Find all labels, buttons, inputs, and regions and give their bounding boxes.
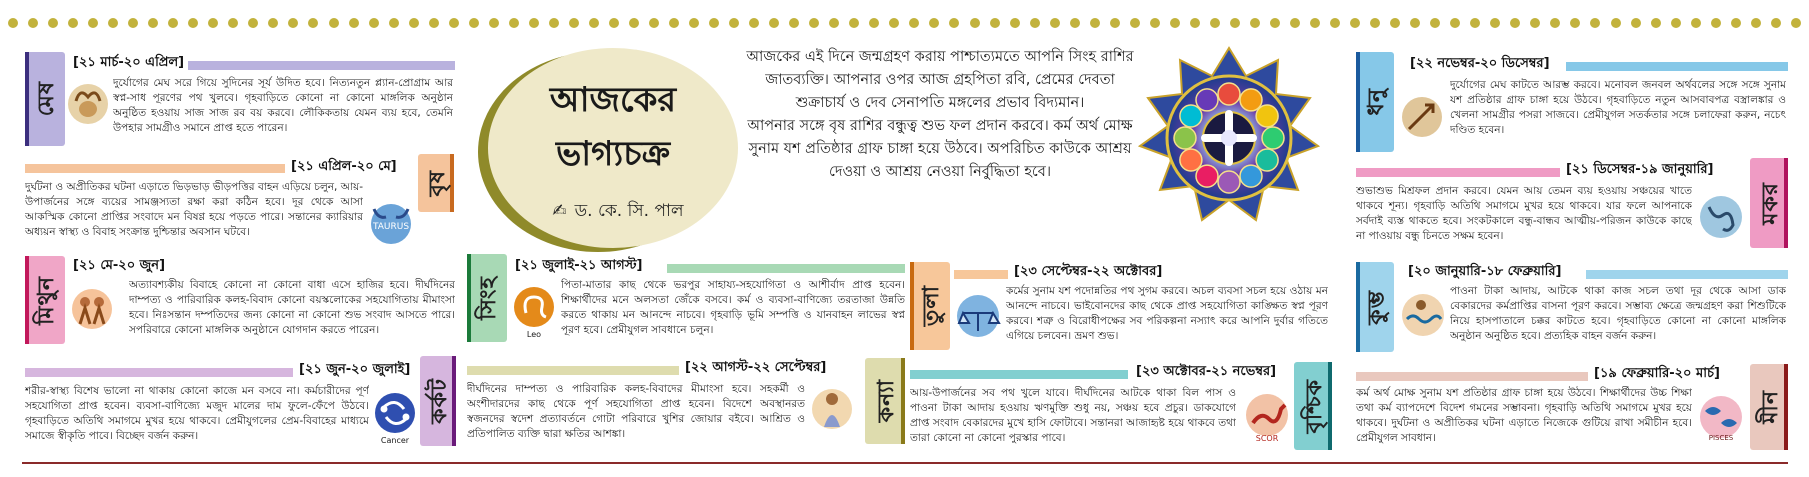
libra-icon xyxy=(952,290,1004,342)
wheel-sign-medallion xyxy=(1196,165,1218,187)
sign-color-bar xyxy=(25,368,293,377)
border-dot xyxy=(1030,18,1040,28)
intro-para-2: আপনার সঙ্গে বৃষ রাশির বন্ধুত্ব শুভ ফল প্রদান করবে। কর্ম অর্থ মোক্ষ সুনাম যশ প্রতিষ্ঠার গ্রাফ চাঙ্গা হয়ে উঠবে। অপরিচিত কাউকে আশ্রয় দেওয়া ও আশ্রয় নেওয়া নির্বুদ্ধিতা হবে। xyxy=(747,118,1133,180)
border-dot xyxy=(1430,18,1440,28)
pisces-icon xyxy=(1694,390,1748,444)
sign-tab xyxy=(865,358,905,444)
sign-description: আয়-উপার্জনের সব পথ খুলে যাবে। দীর্ঘদিনের আটকে থাকা বিল পাস ও পাওনা টাকা আদায় হওয়ায় ঋণমুক্তি শুধু নয়, সঞ্চয় হবে প্রচুর। ডাকযোগে প্রাপ্ত সংবাদ বেকারদের মুখে হাসি ফোটাবে। সন্তানরা আজাহৃষ্ট হয়ে থাকবে তথা তারা কোনো না কোনো পুরস্কার পাবে। xyxy=(910,387,1236,444)
sign-description: শুভাশুভ মিশ্রফল প্রদান করবে। যেমন আয় তেমন ব্যয় হওয়ায় সঞ্চয়ের খাতে থাকবে শূন্য। গৃহবাড়ি অতিথি সমাগমে মুখর হয়ে থাকবে। যার ফলে আপনাকে সর্বদাই ব্যস্ত থাকতে হবে। সংকটকালে বন্ধু-বান্ধব আত্মীয়-পরিজন কাউকে কাছে না পাওয়ায় বন্ধু চিনতে সক্ষম হবেন। xyxy=(1356,185,1692,242)
sign-name: মিথুন xyxy=(32,275,59,325)
border-dot xyxy=(1711,18,1721,28)
border-dot xyxy=(1631,18,1641,28)
wheel-sign-medallion xyxy=(1218,171,1240,193)
border-dot xyxy=(1470,18,1480,28)
taurus-icon xyxy=(365,196,417,248)
wheel-sign-medallion xyxy=(1262,127,1284,149)
leo-icon xyxy=(511,282,557,340)
border-dot xyxy=(1330,18,1340,28)
sign-description: দুর্যোগের মেঘ কাটতে আরম্ভ করবে। মনোবল জনবল অর্থবলের সঙ্গে সঙ্গে সুনাম যশ প্রতিষ্ঠার গ্রাফ চাঙ্গা হয়ে উঠবে। গৃহবাড়িতে নতুন আসবাবপত্র বস্ত্রালঙ্কার ও খেলনা সামগ্রীর পসরা সাজবে। প্রেমীযুগল সতর্কতার সঙ্গে চলাফেরা করুন, নচেৎ দণ্ডিত হবেন। xyxy=(1450,79,1786,136)
sign-color-bar xyxy=(1356,372,1588,381)
border-dot xyxy=(469,18,479,28)
sign-color-bar xyxy=(910,370,1128,379)
border-dot xyxy=(1691,18,1701,28)
border-dot xyxy=(1190,18,1200,28)
sign-description: অত্যাবশ্যকীয় বিবাহে কোনো না কোনো বাধা এসে হাজির হবে। দীর্ঘদিনের দাম্পত্য ও পারিবারিক কলহ-বিবাদ কোনো বয়স্কলোকের সহযোগিতায় মীমাংসা হবে। নিঃসন্তান দম্পতিদের জন্য কোনো না কোনো শুভ সংবাদ আসতে পারে। সপরিবারে কোনো মাঙ্গলিক অনুষ্ঠানে যোগদান করতে পারেন। xyxy=(129,279,455,336)
sign-tab xyxy=(420,356,456,446)
border-dot xyxy=(1751,18,1761,28)
border-dot xyxy=(1530,18,1540,28)
border-dot xyxy=(228,18,238,28)
sign-date: [২৩ সেপ্টেম্বর-২২ অক্টোবর] xyxy=(1010,262,1166,283)
border-dot xyxy=(1651,18,1661,28)
sign-date: [২১ মার্চ-২০ এপ্রিল] xyxy=(69,53,188,74)
sign-color-bar xyxy=(1586,270,1788,279)
border-dot xyxy=(88,18,98,28)
sign-block-capricorn xyxy=(1356,158,1788,258)
border-dot xyxy=(509,18,519,28)
border-dot xyxy=(1490,18,1500,28)
sign-color-bar xyxy=(667,264,905,273)
sign-color-bar xyxy=(467,366,679,375)
bottom-rule xyxy=(22,462,1788,464)
sign-date: [২১ মে-২০ জুন] xyxy=(69,256,169,277)
sign-block-gemini xyxy=(25,256,455,352)
border-dot xyxy=(1370,18,1380,28)
sign-name: কুম্ভ xyxy=(1362,289,1389,325)
border-dot xyxy=(48,18,58,28)
sign-description: কর্মের সুনাম যশ পদোন্নতির পথ সুগম করবে। অচল ব্যবসা সচল হয়ে ওঠায় মন আনন্দে নাচবে। ভাইবোনদের কাছ থেকে প্রাপ্ত সহযোগিতা কাঙ্ক্ষিত স্বপ্ন পূরণ করবে। শত্রু ও বিরোধীপক্ষের সব পরিকল্পনা নস্যাৎ করে আপনি দুর্বার গতিতে এগিয়ে চলবেন। ভ্রমণ শুভ। xyxy=(1006,285,1328,342)
sign-description: দুর্ঘটনা ও অপ্রীতিকর ঘটনা এড়াতে ভিড়ভাড় ভীড়পত্তির বাহন এড়িয়ে চলুন, আয়-উপার্জনের সঙ্গে ব্যয়ের সামঞ্জস্যতা রক্ষা করা কঠিন হবে। দূর থেকে আসা আকস্মিক কোনো প্রাপ্তির সংবাদে মন বিষণ্ণ হয়ে পড়তে পারে। সন্তানের ক্যারিয়ার অধ্যয়ন স্বাস্থ্য ও বিবাহ সংক্রান্ত দুশ্চিন্তার অবসান ঘটবে। xyxy=(25,181,363,238)
sign-date: [২২ আগস্ট-২২ সেপ্টেম্বর] xyxy=(681,358,830,379)
sign-color-bar xyxy=(1356,168,1560,177)
sign-block-virgo xyxy=(467,358,905,456)
wheel-sign-medallion xyxy=(1196,89,1218,111)
gemini-icon xyxy=(69,284,115,334)
sign-block-pisces xyxy=(1356,364,1788,458)
svg-text:Leo: Leo xyxy=(526,330,542,339)
border-dot xyxy=(549,18,559,28)
border-dot xyxy=(1010,18,1020,28)
border-dot xyxy=(1611,18,1621,28)
border-dot xyxy=(629,18,639,28)
svg-text:SCOR: SCOR xyxy=(1255,434,1279,443)
sign-tab xyxy=(25,52,65,146)
border-dot xyxy=(349,18,359,28)
sign-date: [২৩ অক্টোবর-২১ নভেম্বর] xyxy=(1132,362,1280,383)
svg-text:TAURUS: TAURUS xyxy=(372,222,410,232)
border-dot xyxy=(609,18,619,28)
border-dot xyxy=(1290,18,1300,28)
sign-tab xyxy=(418,154,454,212)
sign-block-libra xyxy=(910,262,1330,358)
wheel-sign-medallion xyxy=(1256,105,1278,127)
border-dot xyxy=(1550,18,1560,28)
sign-description: দীর্ঘদিনের দাম্পত্য ও পারিবারিক কলহ-বিবাদের মীমাংসা হবে। সহকর্মী ও অংশীদারদের কাছ থেকে পূর্ণ সহযোগিতা প্রাপ্ত হবেন। বিদেশে অবস্থানরত স্বজনদের স্বদেশ প্রত্যাবর্তনে গোটা পরিবারে খুশির জোয়ার বইবে। আশ্রিত ও প্রতিপালিত ব্যক্তি দ্বারা ক্ষতির আশঙ্কা। xyxy=(467,383,805,440)
border-dot xyxy=(1390,18,1400,28)
sign-date: [২১ ডিসেম্বর-১৯ জানুয়ারি] xyxy=(1562,160,1717,181)
sign-description: পিতা-মাতার কাছ থেকে ভরপুর সাহায্য-সহযোগিতা ও আশীর্বাদ প্রাপ্ত হবেন। শিক্ষার্থীদের মনে অলসতা জেঁকে বসবে। কর্ম ও ব্যবসা-বাণিজ্যে তরতাজা উন্নতি করতে থাকায় মন আনন্দে নাচবে। গৃহবাড়ি ভূমি সম্পত্তি ও যানবাহন লাভের স্বপ্ন পূরণ হবে। প্রেমীযুগল সাবধানে চলুন। xyxy=(561,279,905,336)
border-dot xyxy=(1450,18,1460,28)
border-dot xyxy=(569,18,579,28)
border-dot xyxy=(1150,18,1160,28)
border-dot xyxy=(168,18,178,28)
sign-name: কন্যা xyxy=(872,379,899,423)
sign-date: [২১ জুলাই-২১ আগস্ট] xyxy=(511,256,646,277)
sign-tab xyxy=(1750,364,1788,450)
border-dot xyxy=(949,18,959,28)
border-dot xyxy=(1671,18,1681,28)
border-dot xyxy=(429,18,439,28)
sign-name: মীন xyxy=(1756,390,1783,424)
border-dot xyxy=(188,18,198,28)
sign-tab xyxy=(1356,52,1394,152)
border-dot xyxy=(148,18,158,28)
author-byline xyxy=(508,198,728,226)
wheel-sign-medallion xyxy=(1180,105,1202,127)
border-dot xyxy=(1510,18,1520,28)
sign-name: বৃষ xyxy=(423,169,450,197)
border-dot xyxy=(1070,18,1080,28)
border-dot xyxy=(1170,18,1180,28)
aries-icon xyxy=(65,78,111,130)
border-dot xyxy=(8,18,18,28)
border-dot xyxy=(1130,18,1140,28)
sign-tab xyxy=(467,254,507,342)
sign-tab xyxy=(1750,158,1788,248)
border-dot xyxy=(589,18,599,28)
author-name: ড. কে. সি. পাল xyxy=(574,201,684,221)
sign-color-bar xyxy=(175,61,455,70)
virgo-icon xyxy=(807,382,857,436)
border-dot xyxy=(929,18,939,28)
sign-description: দুর্যোগের মেঘ সরে গিয়ে সুদিনের সূর্য উদিত হবে। নিত্যনতুন প্ল্যান-প্রোগ্রাম আর স্বপ্ন-সাধ পূরণের পথ খুলবে। গৃহবাড়িতে কোনো না কোনো মাঙ্গলিক অনুষ্ঠান অনুষ্ঠিত হওয়ায় সাজ সাজ রব বয় করবে। লৌকিকতায় যেমন ব্যয় হবে, তেমনি উপহার সামগ্রীও সমানে প্রাপ্ত হতে পারেন। xyxy=(113,77,453,134)
border-dot xyxy=(28,18,38,28)
border-dot xyxy=(449,18,459,28)
border-dot xyxy=(809,18,819,28)
border-dot xyxy=(669,18,679,28)
sign-name: কর্কট xyxy=(425,378,452,424)
zodiac-wheel-icon xyxy=(1138,46,1320,231)
sign-name: তুলা xyxy=(917,285,944,327)
sign-name: সিংহ xyxy=(474,276,501,320)
border-dot xyxy=(789,18,799,28)
border-dot xyxy=(68,18,78,28)
intro-para-1: আজকের এই দিনে জন্মগ্রহণ করায় পাশ্চাত্যমতে আপনি সিংহ রাশির জাতব্যক্তি। আপনার ওপর আজ গ্রহপিতা রবি, প্রেমের দেবতা শুক্রাচার্য ও দেব সেনাপতি মঙ্গলের প্রভাব বিদ্যমান। xyxy=(746,49,1134,111)
page-title-line1: আজকের xyxy=(549,80,677,120)
border-dot xyxy=(909,18,919,28)
border-dot xyxy=(1270,18,1280,28)
border-dot xyxy=(1050,18,1060,28)
border-dot xyxy=(389,18,399,28)
sign-tab xyxy=(25,256,65,344)
border-dot xyxy=(829,18,839,28)
sign-date: [২০ জানুয়ারি-১৮ ফেব্রুয়ারি] xyxy=(1404,262,1565,283)
sign-block-cancer xyxy=(25,356,455,456)
border-dot xyxy=(1250,18,1260,28)
svg-text:PISCES: PISCES xyxy=(1708,434,1734,442)
border-dot xyxy=(649,18,659,28)
border-dot xyxy=(128,18,138,28)
wheel-sign-medallion xyxy=(1256,149,1278,171)
title-medallion xyxy=(478,48,740,248)
border-dot xyxy=(268,18,278,28)
border-dot xyxy=(489,18,499,28)
border-dot xyxy=(1731,18,1741,28)
wheel-sign-medallion xyxy=(1240,89,1262,111)
sign-color-bar xyxy=(25,164,285,173)
capricorn-icon xyxy=(1694,190,1748,244)
sagittarius-icon xyxy=(1398,92,1446,142)
sign-name: ধনু xyxy=(1362,88,1389,116)
border-dot xyxy=(729,18,739,28)
sign-block-leo xyxy=(467,254,905,352)
sign-description: কর্ম অর্থ মোক্ষ সুনাম যশ প্রতিষ্ঠার গ্রাফ চাঙ্গা হয়ে উঠবে। শিক্ষার্থীদের উচ্চ শিক্ষা তথা কর্ম ব্যাপদেশে বিদেশ গমনের সম্ভাবনা। গৃহবাড়ি অতিথি সমাগমে মুখর হয়ে থাকবে। দুর্ঘটনা ও অপ্রীতিকর ঘটনা এড়াতে নিজেকে গুটিয়ে রাখা সমীচীন হবে। প্রেমীযুগল সাবধান। xyxy=(1356,387,1692,444)
border-dot xyxy=(970,18,980,28)
border-dot xyxy=(1090,18,1100,28)
border-dot xyxy=(1350,18,1360,28)
border-dot xyxy=(208,18,218,28)
border-dot xyxy=(248,18,258,28)
border-dot xyxy=(369,18,379,28)
sign-tab xyxy=(910,262,950,350)
sign-tab xyxy=(1356,262,1394,352)
svg-text:Cancer: Cancer xyxy=(380,436,410,445)
border-dot xyxy=(288,18,298,28)
border-dot xyxy=(1230,18,1240,28)
sign-block-taurus xyxy=(25,154,455,254)
wheel-sign-medallion xyxy=(1174,127,1196,149)
border-dot xyxy=(869,18,879,28)
cancer-icon xyxy=(371,388,419,446)
border-dot xyxy=(308,18,318,28)
border-dot xyxy=(1590,18,1600,28)
border-dot xyxy=(889,18,899,28)
border-dot xyxy=(529,18,539,28)
sign-date: [২১ জুন-২০ জুলাই] xyxy=(295,360,414,381)
intro-paragraph xyxy=(745,46,1135,184)
dotted-border-top xyxy=(8,18,1801,32)
sign-date: [১৯ ফেব্রুয়ারি-২০ মার্চ] xyxy=(1590,364,1724,385)
border-dot xyxy=(709,18,719,28)
border-dot xyxy=(1570,18,1580,28)
pen-icon: ✍ xyxy=(552,201,567,221)
sign-block-aries xyxy=(25,52,455,154)
aquarius-icon xyxy=(1398,288,1448,342)
border-dot xyxy=(1410,18,1420,28)
border-dot xyxy=(1110,18,1120,28)
scorpio-icon xyxy=(1240,388,1294,444)
sign-name: মকর xyxy=(1756,181,1783,225)
page-title-line2: ভাগ্যচক্র xyxy=(555,134,671,174)
border-dot xyxy=(689,18,699,28)
sign-date: [২২ নভেম্বর-২০ ডিসেম্বর] xyxy=(1406,54,1554,75)
sign-block-aquarius xyxy=(1356,262,1788,358)
border-dot xyxy=(329,18,339,28)
border-dot xyxy=(990,18,1000,28)
wheel-sign-medallion xyxy=(1180,149,1202,171)
border-dot xyxy=(108,18,118,28)
border-dot xyxy=(1310,18,1320,28)
sign-block-scorpio xyxy=(910,362,1332,458)
sign-color-bar xyxy=(954,270,1008,279)
wheel-sign-medallion xyxy=(1240,165,1262,187)
border-dot xyxy=(1791,18,1801,28)
sign-tab xyxy=(1294,362,1332,450)
sign-description: পাওনা টাকা আদায়, আটকে থাকা কাজ সচল তথা দূর থেকে আসা ডাক বেকারদের কর্মপ্রাপ্তির বাসনা পূরণ করবে। সম্ভাব্য ক্ষেত্রে জন্মগ্রহণ করা শিশুটিকে নিয়ে হাসপাতালে চক্কর কাটতে হবে। গৃহবাড়িতে কোনো না কোনো মাঙ্গলিক অনুষ্ঠান অনুষ্ঠিত হবে। প্রত্যহিক বাহন বর্জন করুন। xyxy=(1450,285,1786,342)
sign-date: [২১ এপ্রিল-২০ মে] xyxy=(287,157,401,178)
border-dot xyxy=(409,18,419,28)
sign-block-sagittarius xyxy=(1356,52,1788,154)
border-dot xyxy=(749,18,759,28)
border-dot xyxy=(1771,18,1781,28)
sign-name: মেষ xyxy=(32,81,59,117)
sign-name: বৃশ্চিক xyxy=(1300,378,1327,434)
border-dot xyxy=(849,18,859,28)
wheel-sign-medallion xyxy=(1218,83,1240,105)
sign-description: শরীর-স্বাস্থ্য বিশেষ ভালো না থাকায় কোনো কাজে মন বসবে না। কর্মচারীদের পূর্ণ সহযোগিতা প্রাপ্ত হবেন। ব্যবসা-বাণিজ্যে মজুদ মালের দাম ফুলে-ফেঁপে উঠবে। গৃহবাড়িতে অতিথি সমাগমে মুখর হয়ে থাকবে। প্রেমীযুগলের প্রেম-বিবাহের মাধ্যমে সমাজে স্বীকৃতি পাবে। বিচ্ছেদ বর্জন করুন। xyxy=(25,385,369,442)
border-dot xyxy=(1210,18,1220,28)
sign-color-bar xyxy=(1566,62,1788,71)
border-dot xyxy=(769,18,779,28)
